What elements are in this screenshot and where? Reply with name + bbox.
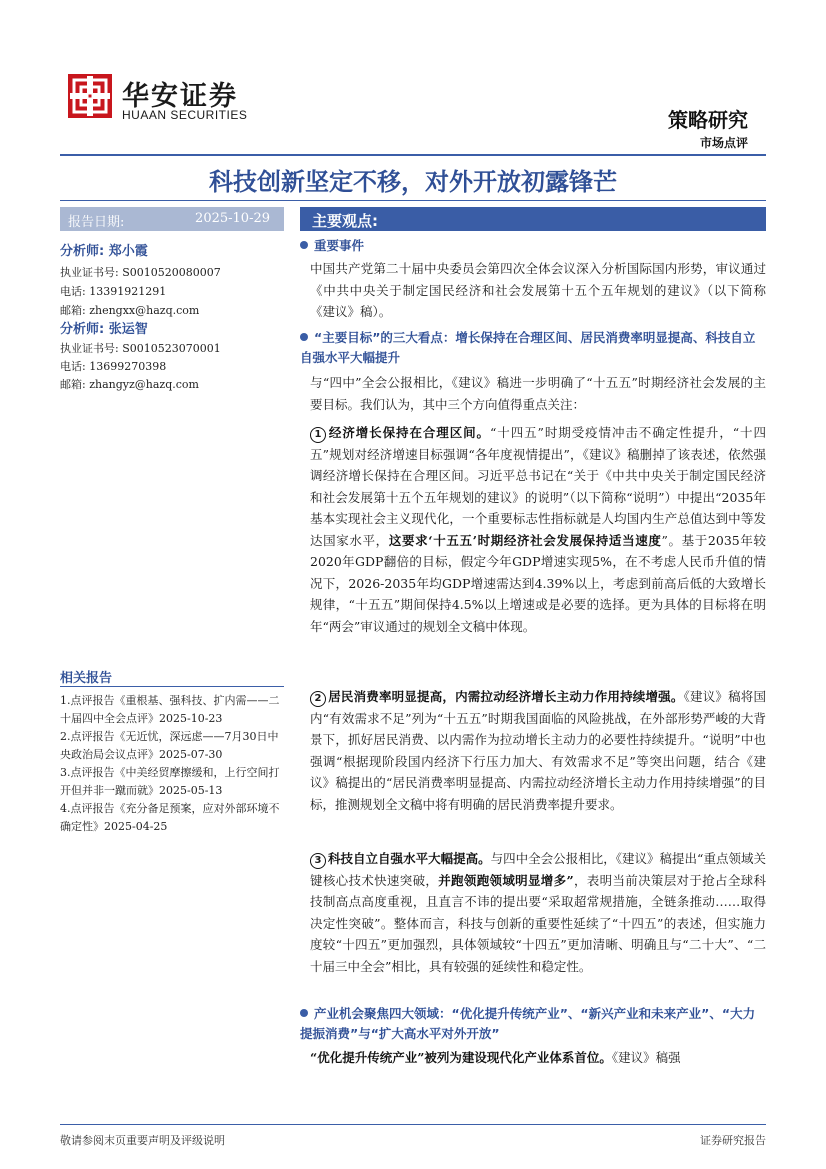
point-3-text-a: 与四中全会公报相比，《建议》稿提出“重点领域关键核心技术快速突破，	[310, 851, 766, 888]
analyst-2-label: 分析师:	[60, 322, 105, 337]
point-3-lead: 科技自立自强水平大幅提高。	[328, 851, 491, 866]
goals-intro: 与“四中”全会公报相比，《建议》稿进一步明确了“十五五”时期经济社会发展的主要目标。我们认为，其中三个方向值得重点关注：	[310, 375, 766, 412]
related-reports-title: 相关报告	[60, 671, 113, 686]
report-date-bar	[60, 207, 284, 231]
point-1-paragraph	[310, 422, 766, 637]
related-report-item[interactable]: 1.点评报告《重根基、强科技、扩内需——二十届四中全会点评》2025-10-23	[60, 694, 280, 725]
analyst-1-name: 郑小霞	[108, 244, 148, 259]
bullet-icon	[300, 241, 308, 249]
point-3-bold: 并跑领跑领域明显增多”	[438, 872, 574, 888]
section-heading-event: 重要事件	[300, 236, 766, 256]
point-2-lead: 居民消费率明显提高，内需拉动经济增长主动力作用持续增强。	[328, 689, 684, 704]
analyst-1-email[interactable]: 邮箱: zhengxx@hazq.com	[60, 304, 200, 317]
analyst-2-email[interactable]: 邮箱: zhangyz@hazq.com	[60, 378, 199, 391]
industry-paragraph	[310, 1047, 766, 1069]
report-type: 策略研究	[668, 108, 748, 132]
company-name-cn: 华安证券	[122, 81, 238, 112]
event-paragraph: 中国共产党第二十届中央委员会第四次全体会议深入分析国际国内形势，审议通过《中共中央关于制定国民经济和社会发展第十五个五年规划的建议》（以下简称《建议》稿）。	[310, 261, 766, 319]
page-title: 科技创新坚定不移，对外开放初露锋芒	[209, 168, 617, 196]
main-points-title: 主要观点:	[312, 212, 378, 230]
report-date-label: 报告日期:	[68, 215, 125, 230]
point-1-text-b: ”。基于2035年较2020年GDP翻倍的目标，假定今年GDP增速实现5%，在不考虑人民币升值的情况下，2026-2035年均GDP增速需达到4.39%以上，考虑到前高后低的大致增长规律，“十五五”期间保持4.5%以上增速或是必要的选择。更为具体的目标将在明年“两会”审议通过的规划全文稿中体现。	[310, 532, 766, 634]
related-report-item[interactable]: 2.点评报告《无近忧，深远虑——7月30日中央政治局会议点评》2025-07-30	[60, 730, 279, 761]
related-report-item[interactable]: 4.点评报告《充分备足预案，应对外部环境不确定性》2025-04-25	[60, 802, 280, 833]
point-2-paragraph	[310, 686, 766, 815]
point-3-text-b: ，表明当前决策层对于抢占全球科技制高点高度重视，且直言不讳的提出要“采取超常规措施，全链条推动……取得决定性突破”。整体而言，科技与创新的重要性延续了“十四五”的表述，但实施力度较“十四五”更加强烈，具体领域较“十四五”更加清晰、明确且与“二十大”、“二十届三中全会”相比，具有较强的延续性和稳定性。	[310, 872, 766, 974]
section-heading-goals: “主要目标”的三大看点：增长保持在合理区间、居民消费率明显提高、科技自立自强水平大幅提升	[300, 330, 756, 365]
company-name-en: HUAAN SECURITIES	[122, 108, 248, 122]
number-2-icon: 2	[310, 691, 326, 707]
analyst-1-phone: 电话: 13391921291	[60, 285, 167, 298]
related-reports-divider	[60, 686, 284, 687]
analyst-2-cert: 执业证书号: S0010523070001	[60, 342, 221, 355]
footer-divider	[60, 1124, 766, 1125]
header-divider	[60, 154, 766, 156]
report-date-value: 2025-10-29	[195, 211, 270, 226]
point-1-text-a: “十四五”时期受疫情冲击不确定性提升，“十四五”规划对经济增速目标强调“各年度视情提出”，《建议》稿删掉了该表述，依然强调经济增长保持在合理区间。习近平总书记在“关于《中共中央关于制定国民经济和社会发展第十五个五年规划的建议》的说明”（以下简称“说明”）中提出“2035年基本实现社会主义现代化，一个重要标志性指标就是人均国内生产总值达到中等发达国家水平，	[310, 425, 766, 548]
footer-label: 证券研究报告	[700, 1134, 766, 1147]
analyst-2-name: 张运智	[108, 322, 148, 337]
company-logo-icon	[68, 74, 112, 118]
point-3-paragraph	[310, 848, 766, 977]
analyst-2-heading	[60, 318, 148, 337]
analyst-1-heading	[60, 240, 148, 259]
related-reports-list	[60, 692, 288, 836]
analyst-1-cert: 执业证书号: S0010520080007	[60, 266, 221, 279]
report-subtype: 市场点评	[699, 136, 748, 150]
point-1-lead: 经济增长保持在合理区间。	[328, 425, 490, 440]
bullet-icon	[300, 333, 308, 341]
bullet-icon	[300, 1009, 308, 1017]
analyst-2-phone: 电话: 13699270398	[60, 360, 167, 373]
section-heading-industry: 产业机会聚焦四大领域：“优化提升传统产业”、“新兴产业和未来产业”、“大力提振消费”与“扩大高水平对外开放”	[300, 1006, 756, 1041]
analyst-1-label: 分析师:	[60, 244, 105, 259]
title-divider	[60, 200, 766, 201]
industry-bold: “优化提升传统产业”被列为建设现代化产业体系首位。	[310, 1050, 612, 1065]
point-1-bold: 这要求‘十五五’时期经济社会发展保持适当速度	[388, 532, 662, 548]
footer-disclaimer: 敬请参阅末页重要声明及评级说明	[60, 1134, 225, 1147]
point-2-text: 《建议》稿将国内“有效需求不足”列为“十五五”时期我国面临的风险挑战，在外部形势严峻的大背景下，抓好居民消费、以内需作为拉动增长主动力的必要性持续提升。“说明”中也强调“根据现阶段国内经济下行压力加大、有效需求不足”等突出问题，结合《建议》稿提出的“居民消费率明显提高、内需拉动经济增长主动力作用持续增强”的目标，推测规划全文稿中将有明确的居民消费率提升要求。	[310, 689, 766, 812]
related-report-item[interactable]: 3.点评报告《中美经贸摩擦缓和，上行空间打开但并非一蹴而就》2025-05-13	[60, 766, 280, 797]
number-3-icon: 3	[310, 853, 326, 869]
main-points-bar	[300, 207, 766, 231]
number-1-icon: 1	[310, 427, 326, 443]
industry-text: 《建议》稿强	[611, 1050, 681, 1065]
